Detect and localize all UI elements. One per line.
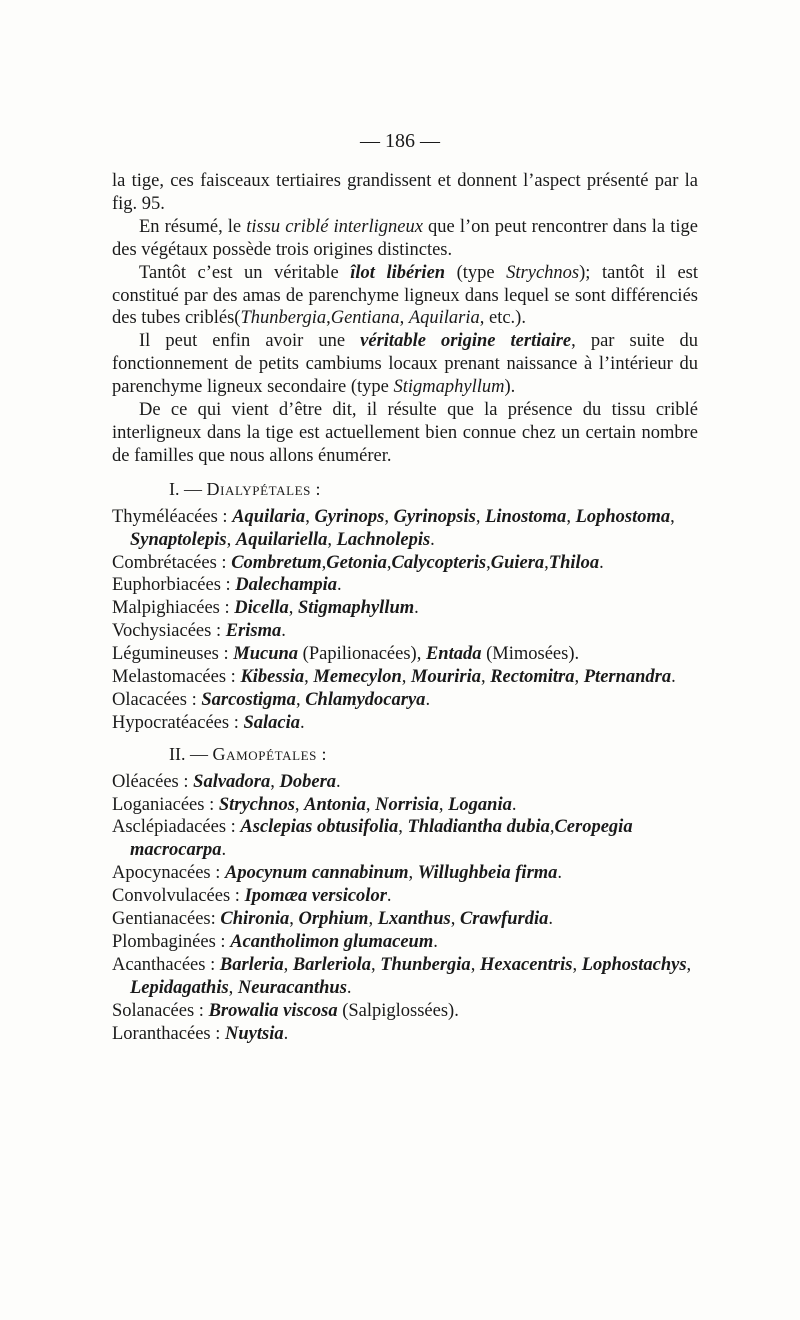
- family-entry: Apocynacées : Apocynum cannabinum, Willughbeia firma.: [112, 863, 563, 884]
- family-entry: Oléacées : Salvadora, Dobera.: [112, 771, 341, 792]
- section-heading-gamopetales: II. — Gamopétales :: [169, 743, 327, 764]
- family-entry: Euphorbiacées : Dalechampia.: [112, 575, 342, 596]
- family-entry: Melastomacées : Kibessia, Memecylon, Mouriria, Rectomitra, Pternandra.: [112, 667, 676, 688]
- body-text: [112, 170, 698, 1046]
- paragraph: Tantôt c’est un véritable îlot libérien (type Strychnos); tantôt il est constitué par des amas de parenchyme ligneux dans lequel se sont différenciés des tubes criblés(Thunbergia,Gentiana, Aquilaria, etc.).: [112, 262, 699, 329]
- family-list-gamopetales: [112, 771, 698, 1046]
- family-entry: Hypocratéacées : Salacia.: [112, 712, 305, 733]
- family-entry: Acanthacées : Barleria, Barleriola, Thunbergia, Hexacentris, Lophostachys, Lepidagathis, Neuracanthus.: [112, 954, 692, 998]
- family-entry: Asclépiadacées : Asclepias obtusifolia, Thladiantha dubia,Ceropegia macrocarpa.: [112, 817, 633, 861]
- family-entry: Loganiacées : Strychnos, Antonia, Norrisia, Logania.: [112, 794, 517, 815]
- section-heading-dialypetales: I. — Dialypétales :: [169, 478, 321, 499]
- family-entry: Loranthacées : Nuytsia.: [112, 1023, 289, 1044]
- family-entry: Olacacées : Sarcostigma, Chlamydocarya.: [112, 689, 431, 710]
- family-entry: Plombaginées : Acantholimon glumaceum.: [112, 932, 438, 952]
- paragraph: Il peut enfin avoir une véritable origine tertiaire, par suite du fonctionnement de petits cambiums locaux prenant naissance à l’intérieur du parenchyme ligneux secondaire (type Stigmaphyllum).: [112, 331, 699, 398]
- family-entry: Combrétacées : Combretum,Getonia,Calycopteris,Guiera,Thiloa.: [112, 552, 604, 573]
- family-entry: Thyméléacées : Aquilaria, Gyrinops, Gyrinopsis, Linostoma, Lophostoma, Synaptolepis, Aquilariella, Lachnolepis.: [112, 506, 675, 550]
- family-entry: Malpighiacées : Dicella, Stigmaphyllum.: [112, 598, 419, 619]
- family-list-dialypetales: [112, 506, 698, 735]
- paragraph: En résumé, le tissu criblé interligneux que l’on peut rencontrer dans la tige des végétaux possède trois origines distinctes.: [112, 216, 698, 260]
- family-entry: Gentianacées: Chironia, Orphium, Lxanthus, Crawfurdia.: [112, 909, 554, 930]
- page-number: — 186 —: [360, 130, 440, 152]
- paragraph: la tige, ces faisceaux tertiaires grandissent et donnent l’aspect présenté par la fig. 95.: [112, 171, 698, 214]
- family-entry: Solanacées : Browalia viscosa (Salpiglossées).: [112, 1000, 459, 1021]
- family-entry: Convolvulacées : Ipomæa versicolor.: [112, 886, 392, 907]
- paragraph: De ce qui vient d’être dit, il résulte que la présence du tissu criblé interligneux dans la tige est actuellement bien connue chez un certain nombre de familles que nous allons énumérer.: [112, 400, 698, 466]
- family-entry: Légumineuses : Mucuna (Papilionacées), Entada (Mimosées).: [112, 644, 580, 665]
- family-entry: Vochysiacées : Erisma.: [112, 621, 286, 642]
